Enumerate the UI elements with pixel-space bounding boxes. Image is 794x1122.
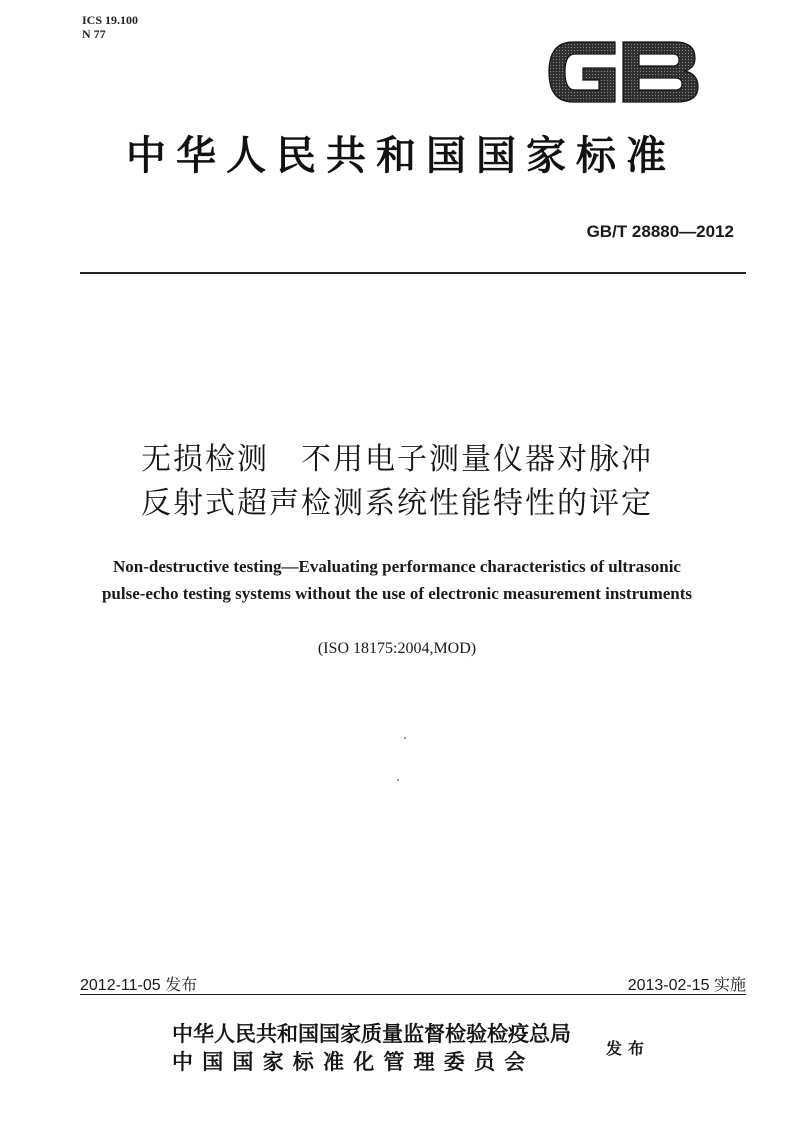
cn-title-line-2: 反射式超声检测系统性能特性的评定 — [141, 486, 653, 521]
footer-rule — [80, 994, 746, 995]
national-standard-title: 中华人民共和国国家标准 — [126, 133, 676, 179]
publisher-sac: 中国国家标准化管理委员会 — [172, 1050, 535, 1074]
publisher-aqsiq: 中华人民共和国国家质量监督检验检疫总局 — [172, 1022, 571, 1046]
adoption-reference: (ISO 18175:2004,MOD) — [317, 640, 477, 657]
publish-label: 发布 — [606, 1039, 651, 1058]
en-title-line-2: pulse-echo testing systems without the use of electronic measurement instruments — [101, 584, 693, 603]
en-title-line-1: Non-destructive testing—Evaluating performance characteristics of ultrasonic — [113, 557, 681, 576]
gb-logo — [543, 34, 703, 110]
ics-code: ICS 19.100 — [82, 13, 139, 27]
scan-speck — [404, 737, 406, 739]
issue-date: 2012-11-05 发布 — [80, 977, 198, 994]
ccs-code: N 77 — [82, 27, 106, 41]
standard-number: GB/T 28880—2012 — [586, 222, 734, 241]
cn-title-line-1: 无损检测 不用电子测量仪器对脉冲 — [141, 442, 653, 477]
header-rule — [80, 272, 746, 274]
scan-speck — [397, 779, 399, 781]
effective-date: 2013-02-15 实施 — [627, 977, 746, 994]
